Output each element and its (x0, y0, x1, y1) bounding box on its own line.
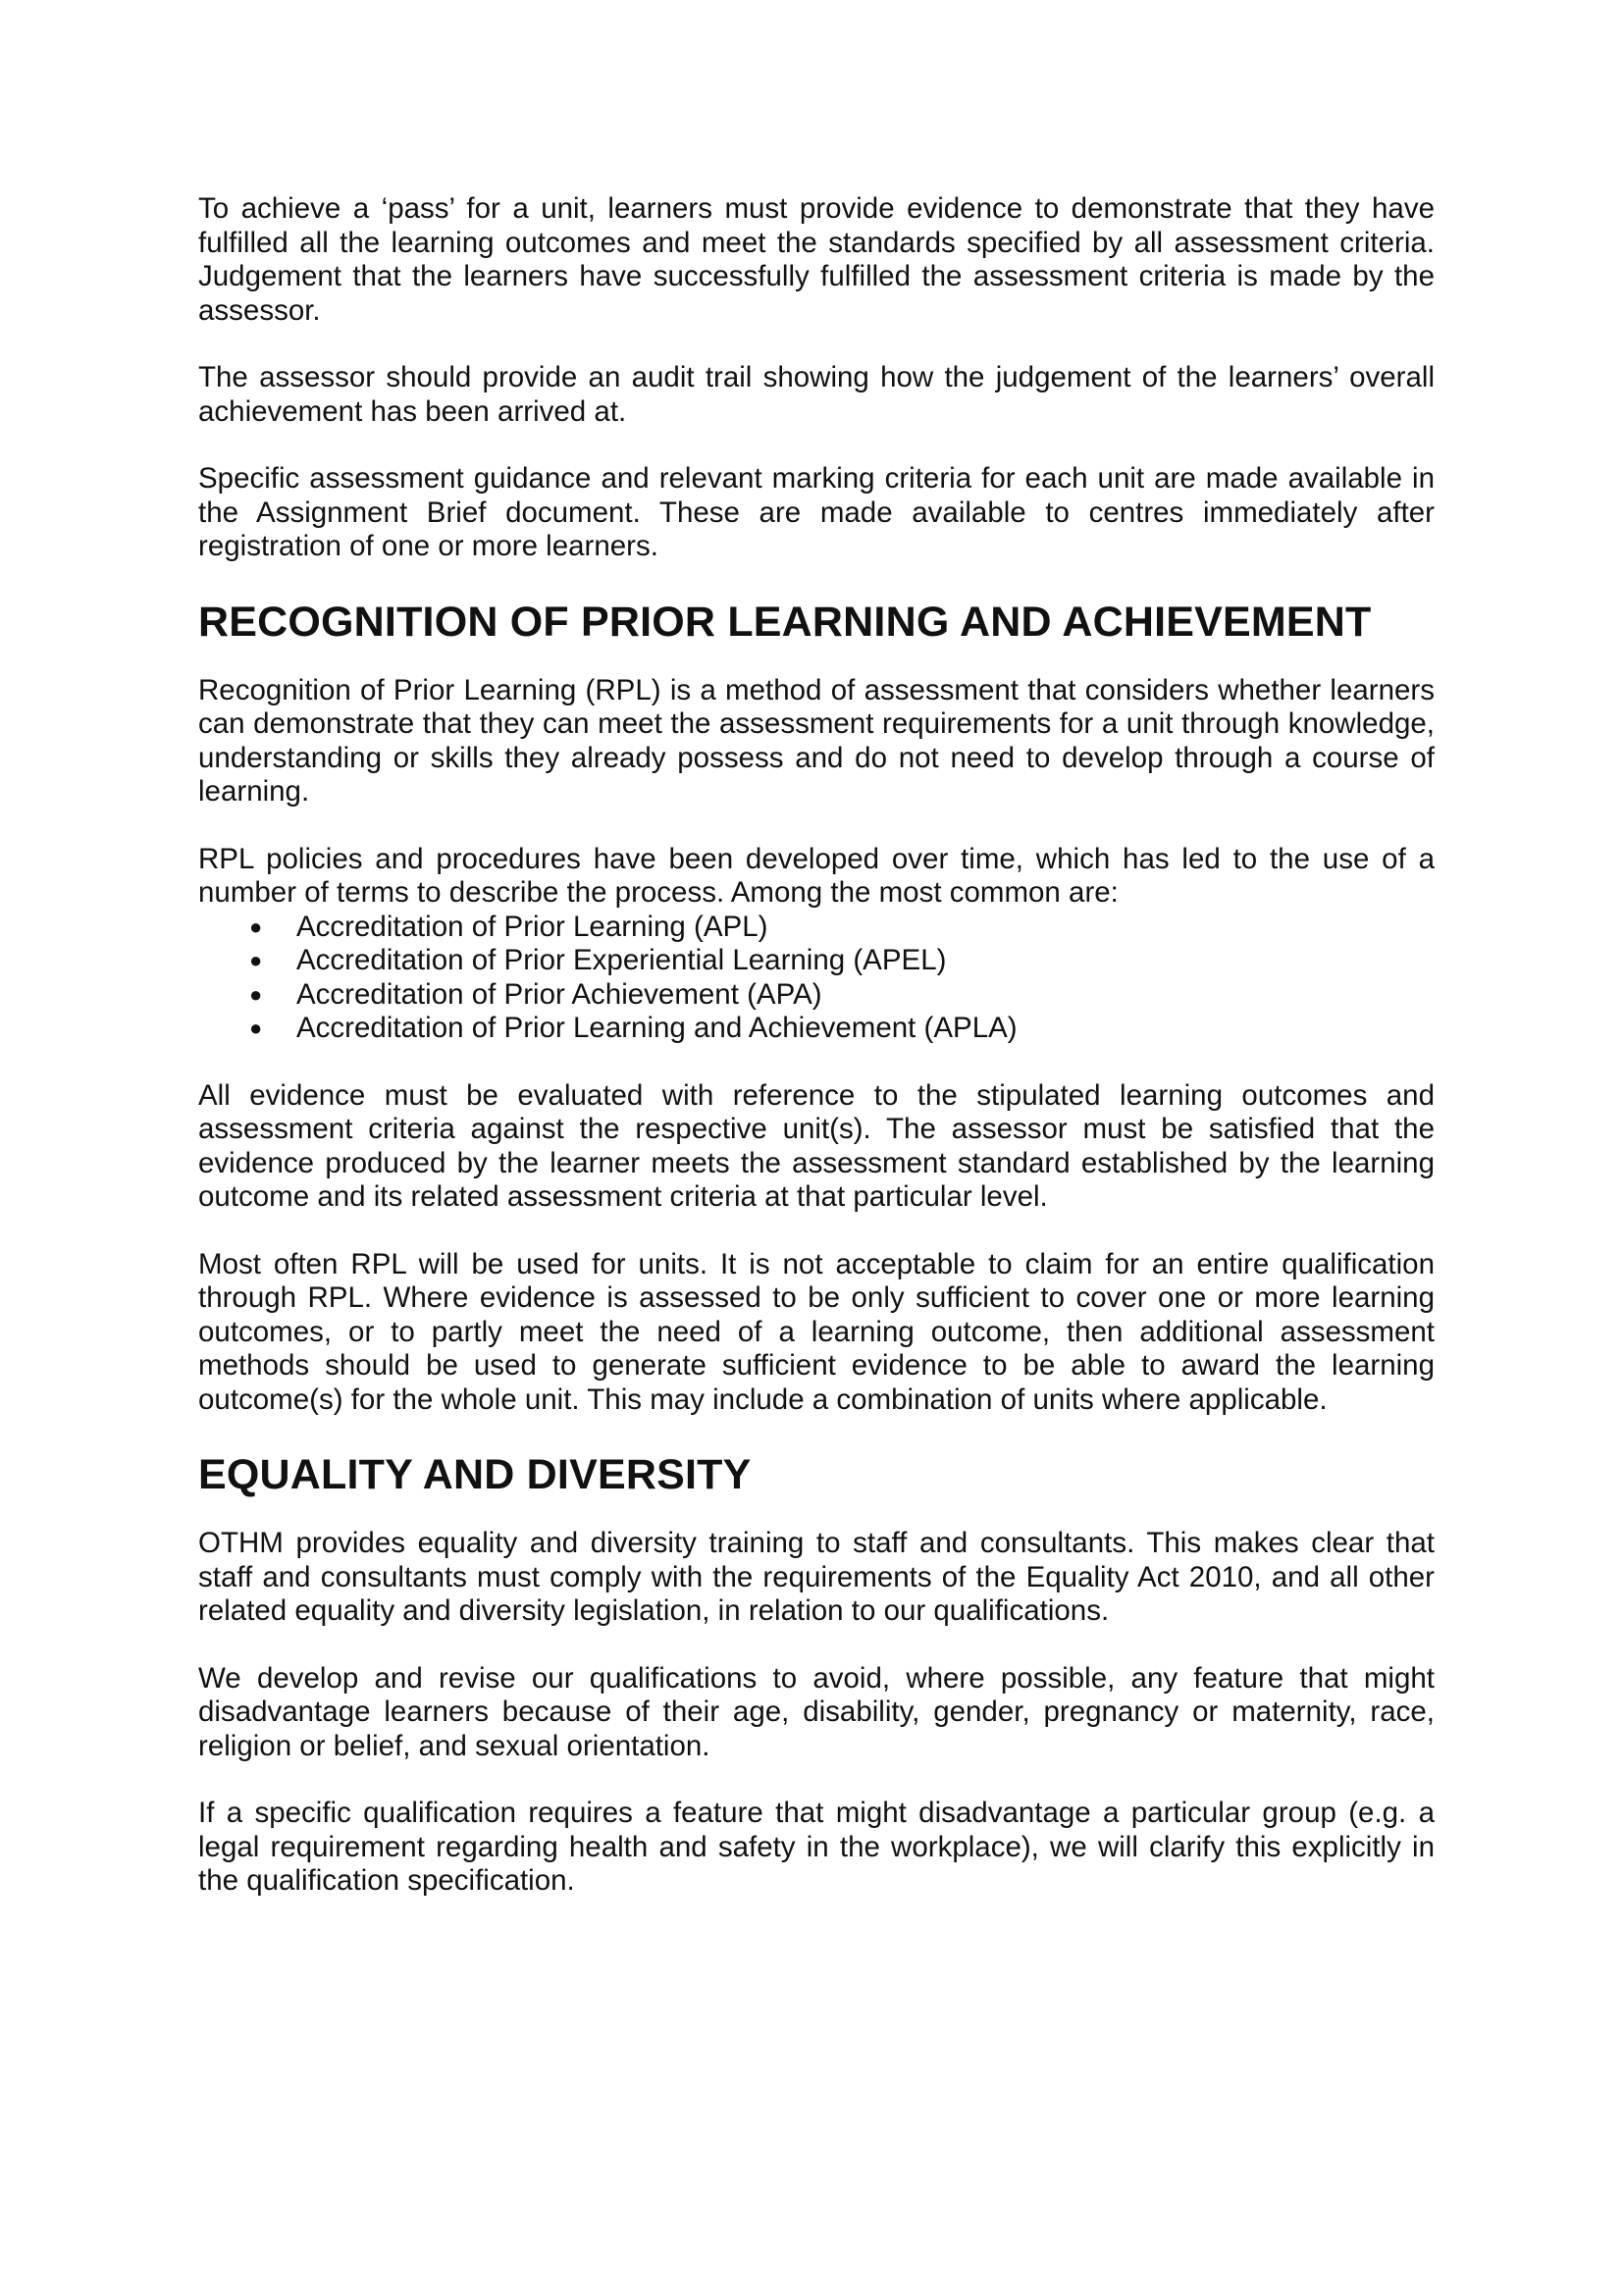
equality-paragraph-revision: We develop and revise our qualifications to avoid, where possible, any feature that might disadvantage learners because of their age, disability, gender, pregnancy or maternity, race, religion or belief, and sexual orientation. (198, 1661, 1435, 1762)
list-item-text: Accreditation of Prior Achievement (APA) (296, 977, 822, 1011)
list-item-text: Accreditation of Prior Learning and Achievement (APLA) (296, 1012, 1018, 1044)
assessment-paragraph-guidance: Specific assessment guidance and relevant marking criteria for each unit are made available in the Assignment Brief document. These are made available to centres immediately after registration of one or more learners. (198, 462, 1435, 562)
bullet-icon: ● (249, 913, 263, 939)
bullet-icon: ● (249, 981, 263, 1007)
list-item-text: Accreditation of Prior Learning (APL) (296, 910, 768, 943)
assessment-paragraph-pass: To achieve a ‘pass’ for a unit, learners must provide evidence to demonstrate that they have fulfilled all the learning outcomes and meet the standards specified by all assessment criteria. Judgement that the learners have successfully fulfilled the assessment criteria is made by the assessor. (198, 192, 1435, 327)
rpl-intro-paragraph: Recognition of Prior Learning (RPL) is a method of assessment that considers whether learners can demonstrate that they can meet the assessment requirements for a unit through knowledge, understanding or skills they already possess and do not need to develop through a course of learning. (198, 673, 1435, 808)
rpl-usage-paragraph: Most often RPL will be used for units. It is not acceptable to claim for an entire qualification through RPL. Where evidence is assessed to be only sufficient to cover one or more learning outcomes, or to partly meet the need of a learning outcome, then additional assessment methods should be used to generate sufficient evidence to be able to award the learning outcome(s) for the whole unit. This may include a combination of units where applicable. (198, 1247, 1435, 1416)
bullet-icon: ● (249, 1016, 263, 1040)
list-item (198, 1012, 1435, 1046)
list-item (198, 911, 1435, 945)
equality-paragraph-clarification: If a specific qualification requires a feature that might disadvantage a particular group (e.g. a legal requirement regarding health and safety in the workplace), we will clarify this explicitly in the qualification specification. (198, 1797, 1435, 1897)
bullet-icon: ● (249, 948, 263, 972)
equality-paragraph-training: OTHM provides equality and diversity training to staff and consultants. This makes clear that staff and consultants must comply with the requirements of the Equality Act 2010, and all other related equality and diversity legislation, in relation to our qualifications. (198, 1527, 1435, 1627)
list-item (198, 978, 1435, 1013)
document-page (198, 192, 1435, 1932)
rpl-heading: RECOGNITION OF PRIOR LEARNING AND ACHIEVEMENT (198, 598, 1372, 646)
list-item (198, 944, 1435, 978)
equality-heading: EQUALITY AND DIVERSITY (198, 1451, 752, 1498)
rpl-terms-intro-paragraph: RPL policies and procedures have been developed over time, which has led to the use of a number of terms to describe the process. Among the most common are: (198, 842, 1435, 909)
rpl-terms-list (198, 911, 1435, 1046)
assessment-paragraph-audit-trail: The assessor should provide an audit trail showing how the judgement of the learners’ overall achievement has been arrived at. (198, 361, 1435, 428)
rpl-evidence-paragraph: All evidence must be evaluated with reference to the stipulated learning outcomes and assessment criteria against the respective unit(s). The assessor must be satisfied that the evidence produced by the learner meets the assessment standard established by the learning outcome and its related assessment criteria at that particular level. (198, 1078, 1435, 1213)
list-item-text: Accreditation of Prior Experiential Learning (APEL) (296, 944, 947, 976)
